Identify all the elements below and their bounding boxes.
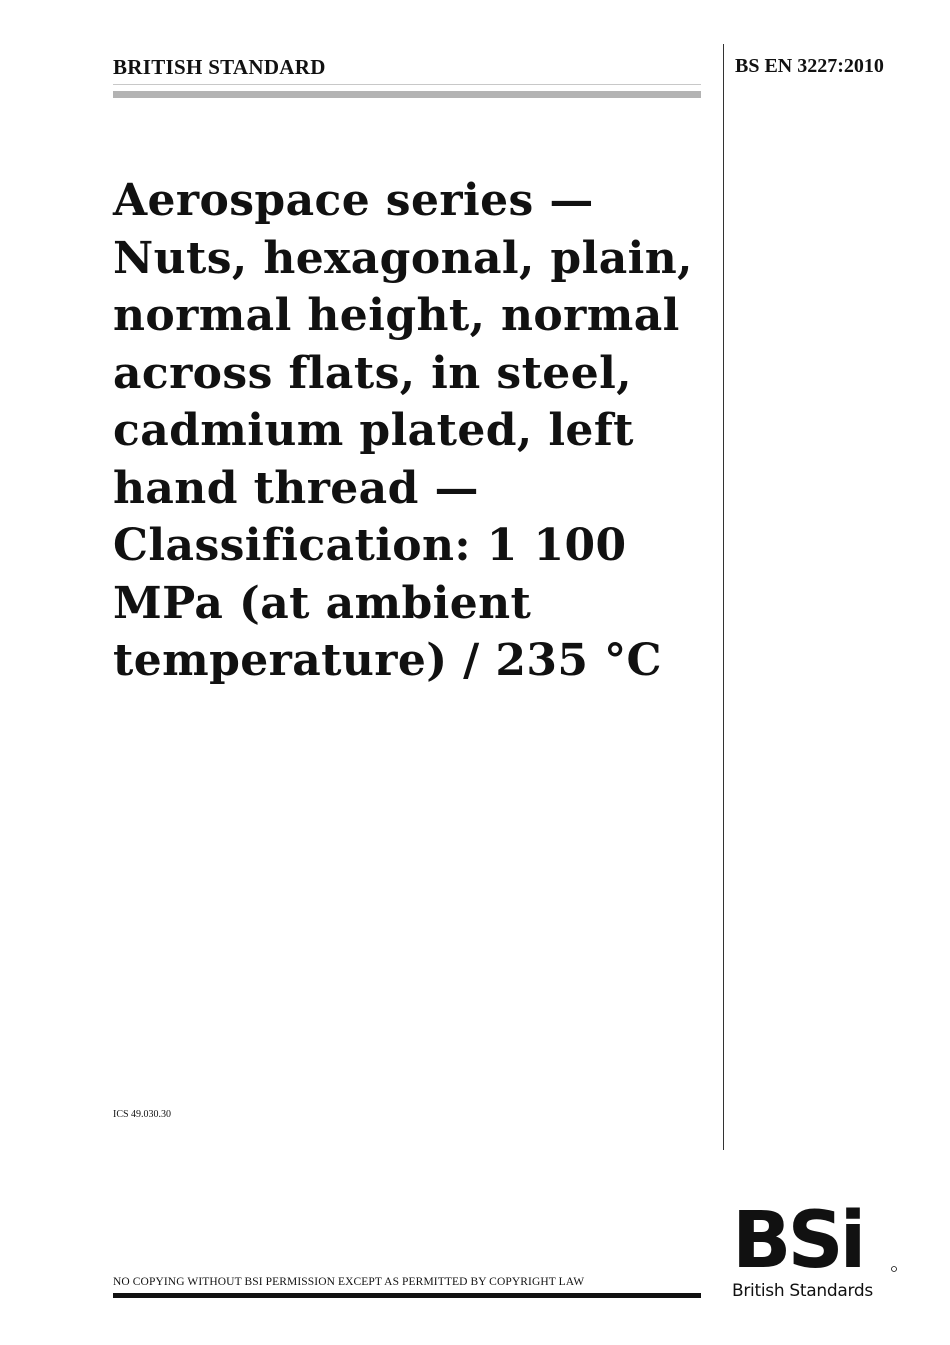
standard-type-label: BRITISH STANDARD [113, 55, 326, 79]
column-divider [723, 44, 724, 1150]
bsi-logo-letters: BSi [732, 1205, 863, 1275]
copyright-notice: NO COPYING WITHOUT BSI PERMISSION EXCEPT AS PERMITTED BY COPYRIGHT LAW [113, 1276, 585, 1288]
bsi-logo-mark [732, 1205, 897, 1275]
bsi-logo-tagline: British Standards [732, 1281, 873, 1301]
standard-number: BS EN 3227:2010 [735, 55, 884, 77]
header-rule-thick [113, 91, 701, 98]
bsi-logo [732, 1205, 897, 1305]
footer-rule [113, 1293, 701, 1298]
ics-code: ICS 49.030.30 [113, 1109, 172, 1120]
document-title: Aerospace series — Nuts, hexagonal, plain, normal height, normal across flats, in steel, cadmium plated, left hand thread — Classification: 1 100 MPa (at ambient temperature) / 235 °C [113, 175, 693, 686]
header-rule-thin [113, 84, 701, 85]
